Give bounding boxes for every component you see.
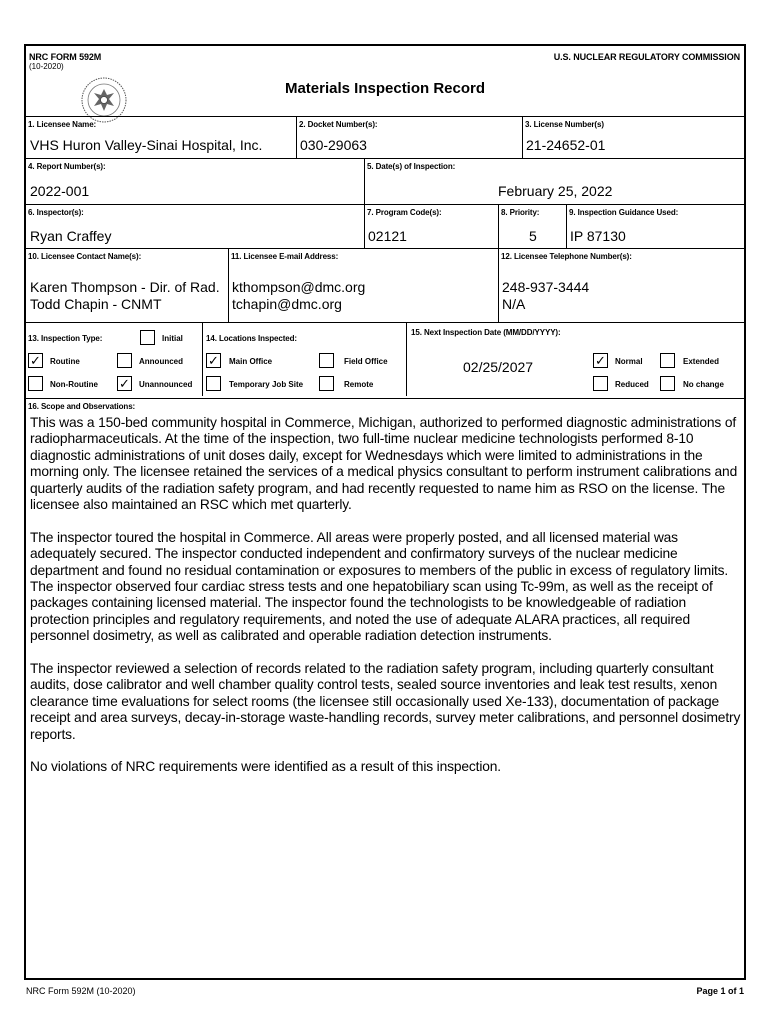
inspection-form	[24, 44, 746, 980]
remote-label: Remote	[344, 380, 374, 389]
no-change-label: No change	[683, 380, 724, 389]
initial-label: Initial	[162, 334, 183, 343]
contact-name-1: Karen Thompson - Dir. of Rad.	[30, 279, 220, 295]
non-routine-checkbox[interactable]	[28, 376, 43, 391]
remote-checkbox[interactable]	[319, 376, 334, 391]
field-office-label: Field Office	[344, 357, 388, 366]
announced-label: Announced	[139, 357, 183, 366]
no-change-checkbox[interactable]	[660, 376, 675, 391]
docket-number-label: 2. Docket Number(s):	[299, 120, 378, 129]
non-routine-label: Non-Routine	[50, 380, 98, 389]
licensee-name-value: VHS Huron Valley-Sinai Hospital, Inc.	[30, 137, 263, 153]
next-inspection-date: 02/25/2027	[463, 359, 534, 375]
guidance-value: IP 87130	[570, 228, 626, 244]
footer-page-label: Page 1 of 1	[696, 986, 744, 996]
phone-1: 248-937-3444	[502, 279, 590, 295]
scope-body	[30, 415, 744, 792]
contact-name-2: Todd Chapin - CNMT	[30, 296, 162, 312]
inspectors-label: 6. Inspector(s):	[28, 208, 84, 217]
docket-number-value: 030-29063	[300, 137, 367, 153]
reduced-label: Reduced	[615, 380, 649, 389]
scope-paragraph: The inspector reviewed a selection of records related to the radiation safety program, including quarterly consultant audits, dose calibrator and well chamber quality control tests, sealed source inventories and leak test results, xenon clearance time evaluations for select rooms (the licensee still occasionally used Xe-133), documentation of package receipt and area surveys, decay-in-storage waste-handling records, survey meter calibrations, and personnel dosimetry reports.	[30, 661, 741, 742]
form-id: NRC FORM 592M	[29, 52, 102, 62]
scope-paragraph: This was a 150-bed community hospital in Commerce, Michigan, authorized to performed diagnostic administrations of radiopharmaceuticals. At the time of the inspection, two full-time nuclear medicine technologists performed 8-10 diagnostic administrations of unit doses daily, except for Wednesdays which were limited to administrations in the morning only. The licensee retained the services of a medical physics consultant to perform instrument calibrations and quarterly audits of the radiation safety program, and had recently requested to name him as RSO on the license. The licensee also maintained an RSC which met quarterly.	[30, 415, 738, 513]
program-code-value: 02121	[368, 228, 407, 244]
email-1: kthompson@dmc.org	[232, 279, 366, 295]
field-office-checkbox[interactable]	[319, 353, 334, 368]
inspection-type-label: 13. Inspection Type:	[28, 334, 103, 343]
inspection-date-label: 5. Date(s) of Inspection:	[367, 162, 456, 171]
phones-label: 12. Licensee Telephone Number(s):	[501, 252, 632, 261]
unannounced-label: Unannounced	[139, 380, 193, 389]
emails-label: 11. Licensee E-mail Address:	[231, 252, 339, 261]
normal-checkbox[interactable]: ✓	[593, 353, 608, 368]
inspection-date-value: February 25, 2022	[498, 183, 613, 199]
scope-label: 16. Scope and Observations:	[28, 402, 136, 411]
form-date: (10-2020)	[29, 62, 64, 71]
priority-value: 5	[529, 228, 537, 244]
license-number-value: 21-24652-01	[526, 137, 606, 153]
email-2: tchapin@dmc.org	[232, 296, 342, 312]
locations-label: 14. Locations Inspected:	[206, 334, 297, 343]
routine-checkbox[interactable]: ✓	[28, 353, 43, 368]
agency-name: U.S. NUCLEAR REGULATORY COMMISSION	[553, 52, 740, 62]
inspectors-value: Ryan Craffey	[30, 228, 112, 244]
main-office-checkbox[interactable]: ✓	[206, 353, 221, 368]
priority-label: 8. Priority:	[501, 208, 540, 217]
page-title: Materials Inspection Record	[284, 80, 486, 97]
guidance-label: 9. Inspection Guidance Used:	[569, 208, 679, 217]
extended-checkbox[interactable]	[660, 353, 675, 368]
scope-paragraph: The inspector toured the hospital in Commerce. All areas were properly posted, and all licensed material was adequately secured. The inspector conducted independent and confirmatory surveys of the nuclear medicine department and found no residual contamination or exposures to members of the public in excess of regulatory limits. The inspector observed four cardiac stress tests and one hepatobiliary scan using Tc-99m, as well as the receipt of packages containing licensed material. The inspector found the technologists to be knowledgeable of radiation protection principles and regulatory requirements, and noted the use of adequate ALARA practices, all required personnel dosimetry, as well as calibrated and operable radiation detection instruments.	[30, 529, 729, 644]
unannounced-checkbox[interactable]: ✓	[117, 376, 132, 391]
temporary-job-site-checkbox[interactable]	[206, 376, 221, 391]
phone-2: N/A	[502, 296, 526, 312]
initial-checkbox[interactable]	[140, 330, 155, 345]
footer-form-label: NRC Form 592M (10-2020)	[26, 986, 136, 996]
temporary-job-site-label: Temporary Job Site	[229, 380, 304, 389]
scope-paragraph: No violations of NRC requirements were identified as a result of this inspection.	[30, 759, 501, 775]
report-number-value: 2022-001	[30, 183, 90, 199]
announced-checkbox[interactable]	[117, 353, 132, 368]
normal-label: Normal	[615, 357, 643, 366]
license-number-label: 3. License Number(s)	[525, 120, 604, 129]
contact-names-label: 10. Licensee Contact Name(s):	[28, 252, 142, 261]
extended-label: Extended	[683, 357, 720, 366]
routine-label: Routine	[50, 357, 80, 366]
program-code-label: 7. Program Code(s):	[367, 208, 442, 217]
next-inspection-label: 15. Next Inspection Date (MM/DD/YYYY):	[411, 328, 561, 337]
report-number-label: 4. Report Number(s):	[28, 162, 106, 171]
reduced-checkbox[interactable]	[593, 376, 608, 391]
licensee-name-label: 1. Licensee Name:	[28, 120, 97, 129]
main-office-label: Main Office	[229, 357, 273, 366]
